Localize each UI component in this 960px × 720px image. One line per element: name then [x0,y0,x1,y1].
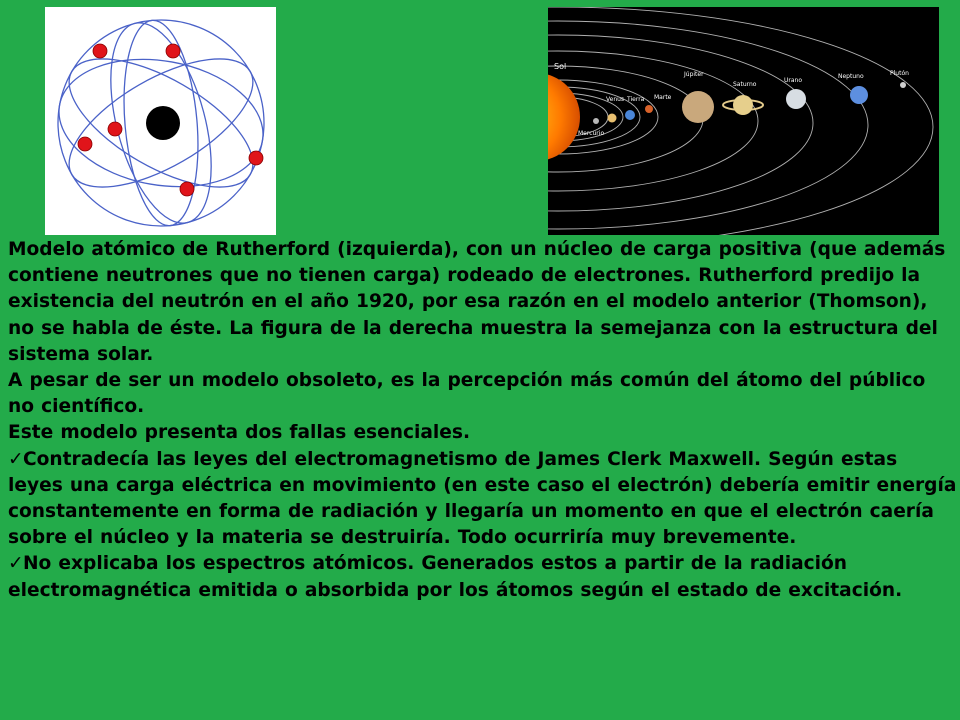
nucleus [146,106,180,140]
planet-earth [625,110,635,120]
electron [166,44,180,58]
electron [78,137,92,151]
solar-system-diagram [548,7,939,235]
bullet-spectra [8,551,958,603]
electron [180,182,194,196]
paragraph-rutherford-model: Modelo atómico de Rutherford (izquierda), con un núcleo de carga positiva (que además contiene neutrones que no tienen carga) rodeado de electrones. Rutherford predijo la existencia del neutrón en el año 1920, por esa razón en el modelo anterior (Thomson), no se habla de éste. La figura de la derecha muestra la semejanza con la estructura del sistema solar. [8,239,946,365]
label-uranus: Urano [784,77,803,84]
label-mars: Marte [654,94,672,101]
electron [108,122,122,136]
planet-pluto [900,82,906,88]
checkmark-icon: ✓ [8,448,24,470]
planet-venus [608,114,617,123]
bullet-maxwell [8,447,958,552]
label-pluto: Plutón [890,70,909,77]
bullet-maxwell-text: Contradecía las leyes del electromagnetismo de James Clerk Maxwell. Según estas leyes una carga eléctrica en movimiento (en este caso el electrón) debería emitir energía constantemente en forma de radiación y llegaría un momento en que el electrón caería sobre el núcleo y la materia se destruiría. Todo ocurriría muy brevemente. [8,448,957,549]
solar-system-image [548,7,939,235]
planet-mars [645,105,653,113]
label-sun: Sol [554,62,567,71]
paragraph-two-flaws: Este modelo presenta dos fallas esenciales. [8,422,471,444]
orbit [548,35,813,211]
label-mercury: Mercurio [578,130,605,137]
label-earth: Tierra [627,96,645,103]
checkmark-icon: ✓ [8,553,24,575]
label-saturn: Saturno [733,81,757,88]
label-neptune: Neptuno [838,73,864,80]
slide-body-text [8,237,958,604]
paragraph-obsolete-model: A pesar de ser un modelo obsoleto, es la percepción más común del átomo del público no científico. [8,370,926,418]
electron [249,151,263,165]
planet-jupiter [682,91,714,123]
label-venus: Venus [606,96,625,103]
bullet-spectra-text: No explicaba los espectros atómicos. Generados estos a partir de la radiación electromagnética emitida o absorbida por los átomos según el estado de excitación. [8,553,903,601]
label-jupiter: Júpiter [684,71,704,78]
atom-diagram [45,7,276,235]
planet-saturn [723,95,763,115]
planet-uranus [786,89,806,109]
sun [548,73,580,161]
planet-neptune [850,86,868,104]
rutherford-atom-image [45,7,276,235]
electron [93,44,107,58]
planet-mercury [593,118,599,124]
